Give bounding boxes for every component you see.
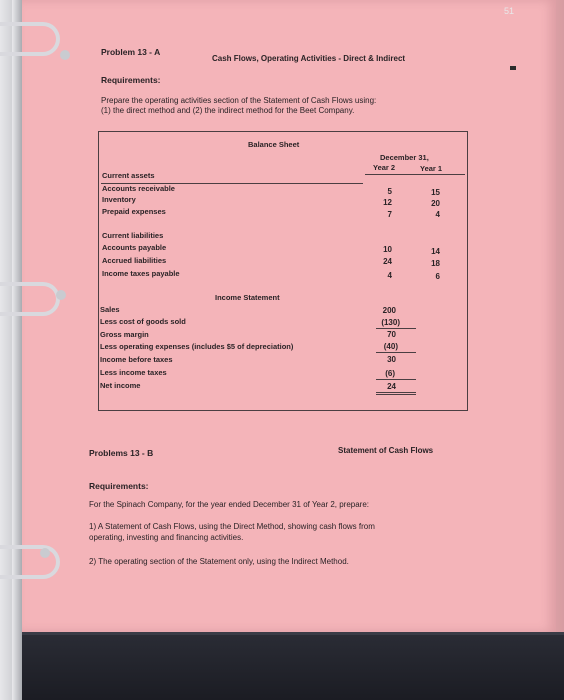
- ring-hole-icon: [40, 548, 50, 558]
- balance-value-year2: 24: [383, 257, 392, 266]
- problem-b-item1-line1: 1) A Statement of Cash Flows, using the Direct Method, showing cash flows from: [89, 522, 375, 531]
- balance-value-year2: 4: [387, 271, 392, 280]
- balance-value-year1: 6: [435, 272, 440, 281]
- problem-b-requirements-heading: Requirements:: [89, 481, 149, 491]
- current-assets-heading: Current assets: [102, 171, 155, 180]
- balance-value-year2: 7: [387, 210, 392, 219]
- balance-value-year1: 14: [431, 247, 440, 256]
- subtotal-rule: [376, 328, 416, 329]
- balance-value-year2: 12: [383, 198, 392, 207]
- balance-value-year1: 18: [431, 259, 440, 268]
- income-row-value: (6): [385, 369, 395, 378]
- problem-a-subtitle: Cash Flows, Operating Activities - Direct & Indirect: [212, 54, 406, 63]
- balance-value-year2: 5: [387, 187, 392, 196]
- balance-value-year1: 15: [431, 188, 440, 197]
- column-header-year1: Year 1: [420, 164, 443, 173]
- income-row-label: Income before taxes: [100, 355, 173, 364]
- corner-mark: 51: [504, 6, 515, 16]
- income-row-label: Less cost of goods sold: [100, 317, 186, 326]
- balance-sheet-title: Balance Sheet: [248, 140, 300, 149]
- column-header-year2: Year 2: [373, 163, 396, 172]
- income-row-value: 30: [387, 355, 396, 364]
- balance-value-year1: 20: [431, 199, 440, 208]
- current-liabilities-heading: Current liabilities: [102, 231, 164, 240]
- binder-spine: [12, 0, 22, 700]
- ring-hole-icon: [56, 290, 66, 300]
- desk-background: [0, 635, 564, 700]
- total-double-rule: [376, 394, 416, 395]
- income-row-value: (40): [383, 342, 398, 351]
- balance-row-label: Prepaid expenses: [102, 207, 166, 216]
- problem-b-subtitle: Statement of Cash Flows: [338, 446, 434, 455]
- balance-row-label: Accounts payable: [102, 243, 167, 252]
- header-rule-right: [365, 174, 465, 175]
- income-row-value: (130): [381, 318, 400, 327]
- balance-sheet-date-header: December 31,: [380, 153, 429, 162]
- net-income-value: 24: [387, 382, 396, 391]
- income-row-label: Less operating expenses (includes $5 of depreciation): [100, 342, 294, 351]
- binder-ring-middle: [0, 282, 60, 316]
- problem-b-item2: 2) The operating section of the Statement only, using the Indirect Method.: [89, 557, 349, 566]
- income-row-label: Gross margin: [100, 330, 149, 339]
- subtotal-rule: [376, 379, 416, 380]
- balance-row-label: Income taxes payable: [102, 269, 180, 278]
- net-income-label: Net income: [100, 381, 141, 390]
- problem-a-requirements-line2: (1) the direct method and (2) the indirect method for the Beet Company.: [101, 106, 355, 115]
- binder-ring-top: [0, 22, 60, 56]
- problem-a-requirements-heading: Requirements:: [101, 75, 161, 85]
- binder-ring-bottom: [0, 545, 60, 579]
- problem-a-requirements-line1: Prepare the operating activities section of the Statement of Cash Flows using:: [101, 96, 377, 105]
- problem-b-intro: For the Spinach Company, for the year ended December 31 of Year 2, prepare:: [89, 500, 370, 509]
- page-mark: [510, 66, 516, 70]
- income-row-label: Sales: [100, 305, 120, 314]
- balance-row-label: Accrued liabilities: [102, 256, 167, 265]
- income-row-value: 200: [382, 306, 396, 315]
- problem-b-title: Problems 13 - B: [89, 448, 154, 458]
- subtotal-rule: [376, 352, 416, 353]
- income-row-label: Less income taxes: [100, 368, 167, 377]
- balance-value-year1: 4: [435, 210, 440, 219]
- balance-value-year2: 10: [383, 245, 392, 254]
- balance-row-label: Accounts receivable: [102, 184, 175, 193]
- problem-a-title: Problem 13 - A: [101, 47, 161, 57]
- income-statement-title: Income Statement: [215, 293, 280, 302]
- total-double-rule: [376, 392, 416, 393]
- ring-hole-icon: [60, 50, 70, 60]
- balance-row-label: Inventory: [102, 195, 136, 204]
- income-row-value: 70: [387, 330, 396, 339]
- problem-b-item1-line2: operating, investing and financing activities.: [89, 533, 244, 542]
